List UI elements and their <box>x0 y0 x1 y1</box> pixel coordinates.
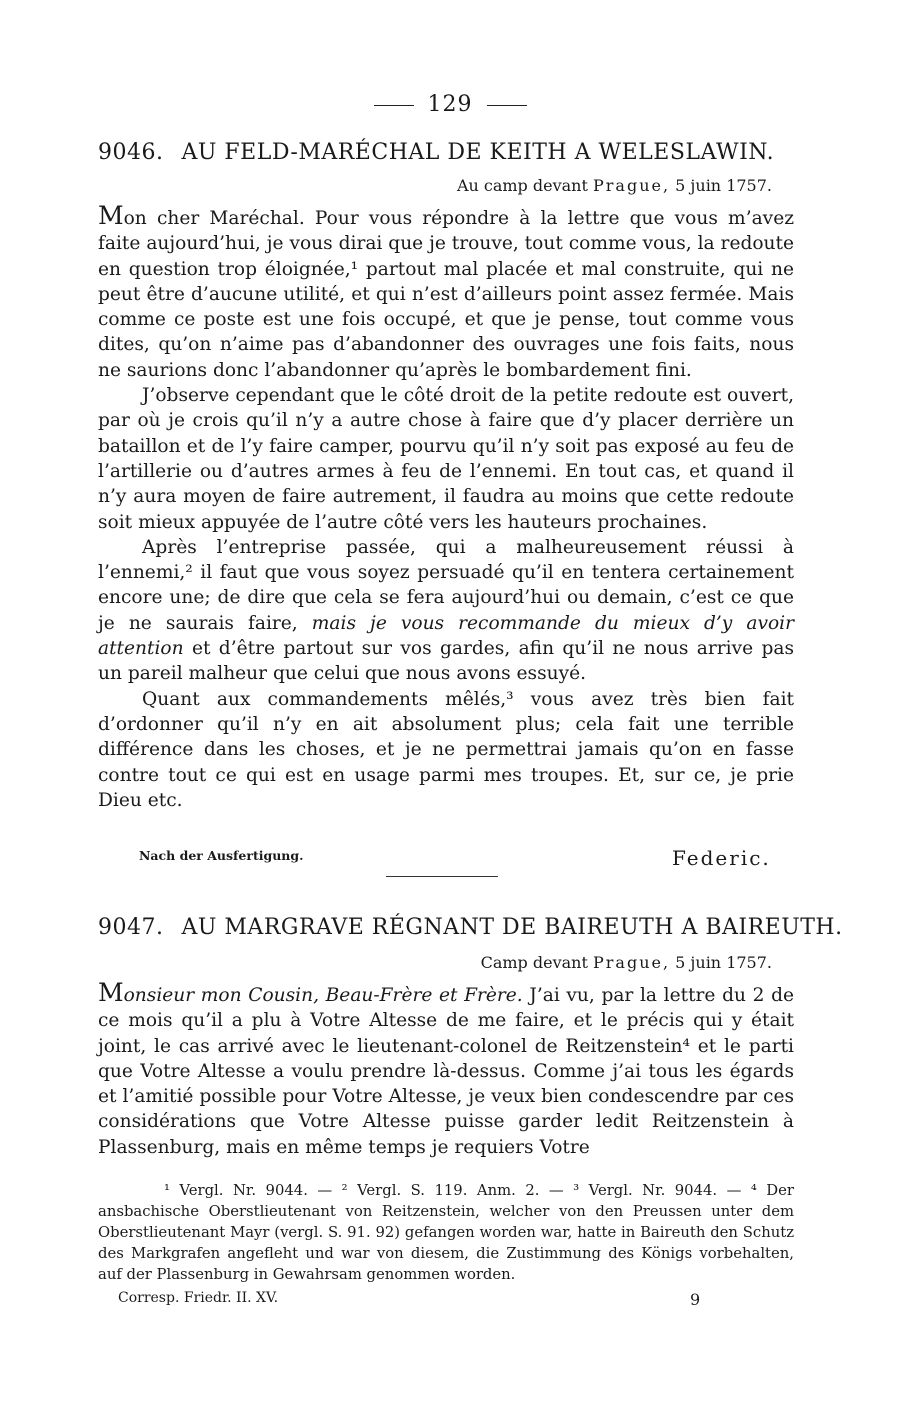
date-place: Prague, <box>593 176 671 195</box>
footnote-text: ¹ Vergl. Nr. 9044. — ² Vergl. S. 119. Anm. 2. — ³ Vergl. Nr. 9044. — ⁴ Der ansbachische Oberstlieutenant von Reitzenstein, welcher von den Preussen unter dem Oberstlieutenant Mayr (vergl. S. 91. 92) gefangen worden war, hatte in Baireuth den Schutz des Markgrafen angefleht und war von diesem, die Zustimmung des Königs vorbehalten, auf der Plassenburg in Gewahrsam genommen worden. <box>98 1182 794 1283</box>
date-rest: 5 juin 1757. <box>675 176 772 195</box>
source-note: Nach der Ausfertigung. <box>139 848 304 863</box>
letter-title-9046 <box>98 140 794 165</box>
paragraph-text: J’ai vu, par la lettre du 2 de ce mois qu’il a plu à Votre Altesse de me faire, et le précis qui y était joint, le cas arrivé avec le lieutenant-colonel de Reitzenstein⁴ et le parti que Votre Altesse a voulu prendre là-dessus. Comme j’ai tous les égards et l’amitié possible pour Votre Altesse, je veux bien condescendre par ces considérations que Votre Altesse puisse garder ledit Reitzenstein à Plassenburg, mais en même temps je requiers Votre <box>98 985 794 1158</box>
paragraph <box>98 203 794 383</box>
paragraph: Quant aux commandements mêlés,³ vous avez très bien fait d’ordonner qu’il n’y en ait absolument plus; cela fait une terrible différence dans les choses, et je ne permettrai jamais qu’on en fasse contre tout ce qui est en usage parmi mes troupes. Et, sur ce, je prie Dieu etc. <box>98 688 794 811</box>
paragraph <box>98 980 794 1160</box>
footer-sheet-number: 9 <box>690 1290 701 1309</box>
letter-number: 9047. <box>98 915 164 940</box>
letter-heading: AU MARGRAVE RÉGNANT DE BAIREUTH A BAIREUTH. <box>181 915 843 940</box>
letter-body-9047 <box>98 980 794 1160</box>
date-rest: 5 juin 1757. <box>675 953 772 972</box>
date-place: Prague, <box>593 953 671 972</box>
letter-title-9047 <box>98 915 843 940</box>
date-prefix: Au camp devant <box>456 176 588 195</box>
paragraph: J’observe cependant que le côté droit de la petite redoute est ouvert, par où je crois qu’il n’y a autre chose à faire que d’y placer derrière un bataillon et de l’y faire camper, pourvu qu’il n’y soit pas exposé au feu de l’artillerie ou d’autres armes à feu de l’ennemi. En tout cas, et quand il n’y aura moyen de faire autrement, il faudra au moins que cette redoute soit mieux appuyée de l’autre côté vers les hauteurs prochaines. <box>98 385 794 533</box>
date-prefix: Camp devant <box>480 953 588 972</box>
letter-heading: AU FELD-MARÉCHAL DE KEITH A WELESLAWIN. <box>181 140 775 165</box>
signature: Federic. <box>672 846 771 870</box>
page-header <box>0 92 900 117</box>
paragraph-text: Après l’entreprise passée, qui a malheureusement réussi à l’ennemi,² il faut que vous soyez persuadé qu’il en tentera certainement encore une; de dire que cela se fera aujourd’hui ou demain, c’est ce que je ne saurais faire, <box>98 536 794 634</box>
paragraph-text: et d’être partout sur vos gardes, afin qu’il ne nous arrive pas un pareil malheur que celui que nous avons essuyé. <box>98 638 794 685</box>
dateline-9046 <box>457 176 772 195</box>
header-rule-right <box>487 105 527 106</box>
header-rule-left <box>374 105 414 106</box>
footnotes <box>98 1180 794 1285</box>
initial-cap: M <box>98 978 124 1007</box>
separator-rule <box>386 876 498 877</box>
initial-cap: M <box>98 201 124 230</box>
italic-text: onsieur mon Cousin, Beau-Frère et Frère. <box>123 985 523 1006</box>
paragraph-text: on cher Maréchal. Pour vous répondre à la lettre que vous m’avez faite aujourd’hui, je vous dirai que je trouve, tout comme vous, la redoute en question trop éloignée,¹ partout mal placée et mal construite, qui ne peut être d’aucune utilité, et qui n’est d’ailleurs point assez fermée. Mais comme ce poste est une fois occupé, et que je pense, tout comme vous dites, qu’on n’aime pas d’abandonner des ouvrages une fois faits, nous ne saurions donc l’abandonner qu’après le bombardement fini. <box>98 208 794 381</box>
paragraph <box>98 535 794 687</box>
dateline-9047 <box>481 953 772 972</box>
page-number: 129 <box>427 92 473 117</box>
letter-number: 9046. <box>98 140 164 165</box>
footer-signature-mark: Corresp. Friedr. II. XV. <box>118 1290 279 1306</box>
italic-text: mais je vous recommande du mieux d’y avoir attention <box>98 612 794 660</box>
letter-body-9046 <box>98 203 794 813</box>
